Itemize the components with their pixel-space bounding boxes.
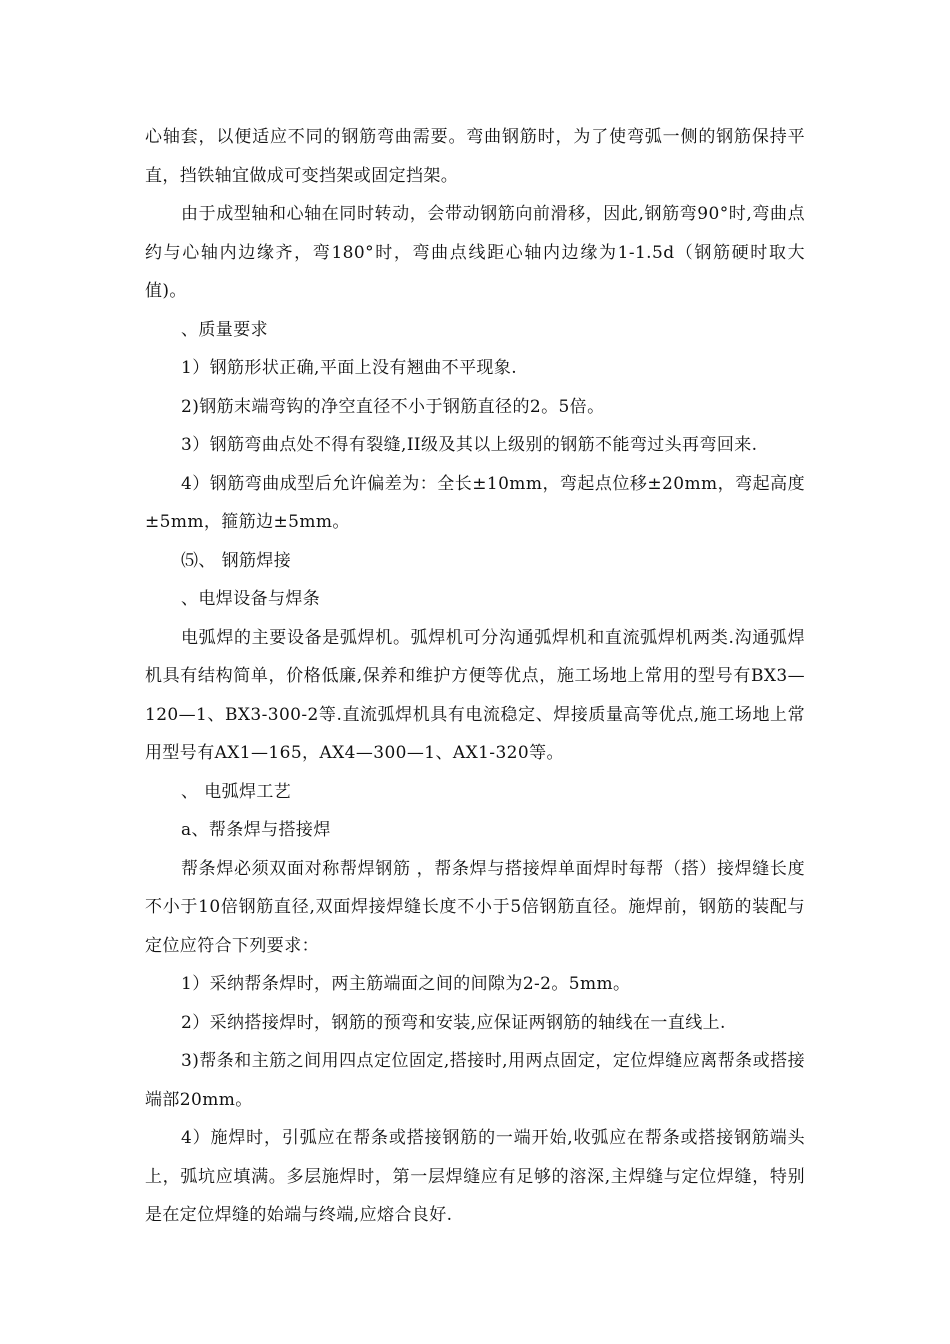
section-heading-equipment: 、电焊设备与焊条 bbox=[181, 589, 321, 609]
paragraph-2: 由于成型轴和心轴在同时转动，会带动钢筋向前滑移，因此,钢筋弯90°时,弯曲点约与心轴内边缘齐，弯180°时，弯曲点线距心轴内边缘为1-1.5d（钢筋硬时取大值)。 bbox=[145, 204, 805, 301]
subsection-heading: a、帮条焊与搭接焊 bbox=[181, 820, 331, 840]
list-item: 1）钢筋形状正确,平面上没有翘曲不平现象. bbox=[181, 358, 518, 378]
paragraph-equipment: 电弧焊的主要设备是弧焊机。弧焊机可分沟通弧焊机和直流弧焊机两类.沟通弧焊机具有结构简单，价格低廉,保养和维护方便等优点，施工场地上常用的型号有BX3—120—1、BX3-300-2等.直流弧焊机具有电流稳定、焊接质量高等优点,施工场地上常用型号有AX1—165，AX4—300—1、AX1-320等。 bbox=[145, 627, 805, 763]
list-item: 3)帮条和主筋之间用四点定位固定,搭接时,用两点固定，定位焊缝应离帮条或搭接端部20mm。 bbox=[145, 1051, 805, 1110]
section-heading-process: 、 电弧焊工艺 bbox=[181, 781, 292, 802]
section-heading-quality: 、质量要求 bbox=[181, 319, 268, 340]
section-heading-welding: ⑸、 钢筋焊接 bbox=[181, 550, 292, 571]
list-item: 4）钢筋弯曲成型后允许偏差为：全长±10mm，弯起点位移±20mm，弯起高度±5mm，箍筋边±5mm。 bbox=[145, 473, 805, 532]
list-item: 1）采纳帮条焊时，两主筋端面之间的间隙为2-2。5mm。 bbox=[181, 974, 631, 994]
list-item: 2)钢筋末端弯钩的净空直径不小于钢筋直径的2。5倍。 bbox=[181, 396, 605, 417]
paragraph-1: 心轴套，以便适应不同的钢筋弯曲需要。弯曲钢筋时，为了使弯弧一侧的钢筋保持平直，挡铁轴宜做成可变挡架或固定挡架。 bbox=[145, 127, 805, 186]
document-body bbox=[145, 118, 805, 1235]
list-item: 4）施焊时，引弧应在帮条或搭接钢筋的一端开始,收弧应在帮条或搭接钢筋端头上，弧坑应填满。多层施焊时，第一层焊缝应有足够的溶深,主焊缝与定位焊缝，特别是在定位焊缝的始端与终端,应熔合良好. bbox=[145, 1128, 805, 1225]
list-item: 2）采纳搭接焊时，钢筋的预弯和安装,应保证两钢筋的轴线在一直线上. bbox=[181, 1012, 726, 1033]
paragraph-bangtiao: 帮条焊必须双面对称帮焊钢筋 ，帮条焊与搭接焊单面焊时每帮（搭）接焊缝长度不小于10倍钢筋直径,双面焊接焊缝长度不小于5倍钢筋直径。施焊前，钢筋的装配与定位应符合下列要求： bbox=[145, 858, 805, 956]
list-item: 3）钢筋弯曲点处不得有裂缝,II级及其以上级别的钢筋不能弯过头再弯回来. bbox=[181, 435, 758, 455]
